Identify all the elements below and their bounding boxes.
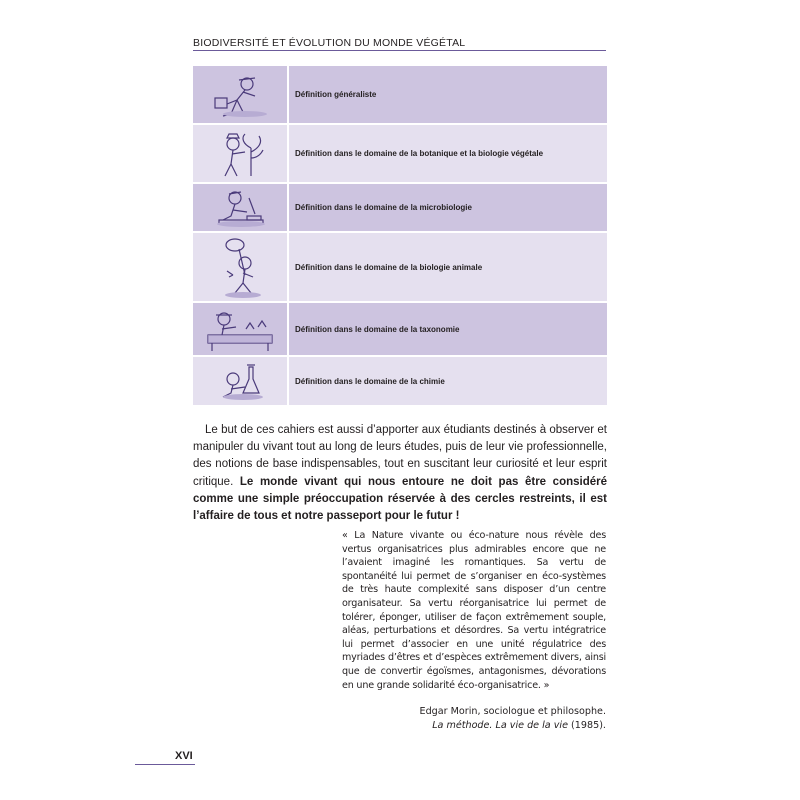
header-rule — [193, 50, 606, 51]
quote-year: (1985). — [567, 720, 606, 731]
definition-label: Définition dans le domaine de la biologie animale — [289, 233, 607, 301]
running-header: BIODIVERSITÉ ET ÉVOLUTION DU MONDE VÉGÉTAL — [193, 37, 466, 49]
definitions-table — [193, 66, 607, 407]
botanist-with-plant-icon — [193, 125, 287, 182]
quote-author: Edgar Morin, sociologue et philosophe. — [419, 706, 606, 717]
definition-row-chemistry — [193, 357, 607, 405]
definition-label: Définition dans le domaine de la botanique et la biologie végétale — [289, 125, 607, 182]
definition-row-microbiology — [193, 184, 607, 231]
footer-rule — [135, 764, 195, 765]
definition-row-botany — [193, 125, 607, 182]
definition-row-general — [193, 66, 607, 123]
body-emphasis: Le monde vivant qui nous entoure ne doit pas être considéré comme une simple préoccupation réservée à des cercles restreints, il est l’affaire de tous et notre passeport pour le futur ! — [193, 475, 608, 523]
epigraph-quote: « La Nature vivante ou éco-nature nous révèle des vertus organisatrices plus admirables encore que ne l’avaient imaginé les romantiques. Sa vertu de spontanéité lui permet de s’organiser en éco-systèmes de très haute complexité sans disposer d’un centre organisateur. Sa vertu réorganisatrice lui permet de tolérer, éponger, utiliser de façon extrêmement souple, aléas, perturbations et désordres. Sa vertu intégratrice lui permet d’associer en une unité régulatrice des myriades d’êtres et d’espèces extrêmement divers, ainsi que de convertir égoïsmes, antagonismes, dévorations en une grande solidarité éco-organisatrice. » — [342, 530, 606, 691]
explorer-running-icon — [193, 66, 287, 123]
definition-row-taxonomy — [193, 303, 607, 355]
microbiologist-microscope-icon — [193, 184, 287, 231]
page-number: XVI — [175, 750, 193, 762]
butterfly-net-collector-icon — [193, 233, 287, 301]
definition-label: Définition dans le domaine de la chimie — [289, 357, 607, 405]
definition-label: Définition dans le domaine de la taxonomie — [289, 303, 607, 355]
chemist-flask-icon — [193, 357, 287, 405]
taxonomist-specimens-icon — [193, 303, 287, 355]
definition-label: Définition dans le domaine de la microbiologie — [289, 184, 607, 231]
quote-source — [420, 719, 606, 733]
body-paragraph — [193, 422, 607, 525]
definition-row-animal-biology — [193, 233, 607, 301]
body-text: Le but de ces cahiers est aussi d’apporter aux étudiants destinés à observer et manipuler du vivant tout au long de leurs études, puis de leur vie professionnelle, des notions de base indispensables, tout en suscitant leur curiosité et leur esprit critique. — [193, 424, 607, 488]
quote-attribution — [420, 705, 606, 733]
definition-label: Définition généraliste — [289, 66, 607, 123]
quote-work-title: La méthode. La vie de la vie — [432, 720, 568, 731]
